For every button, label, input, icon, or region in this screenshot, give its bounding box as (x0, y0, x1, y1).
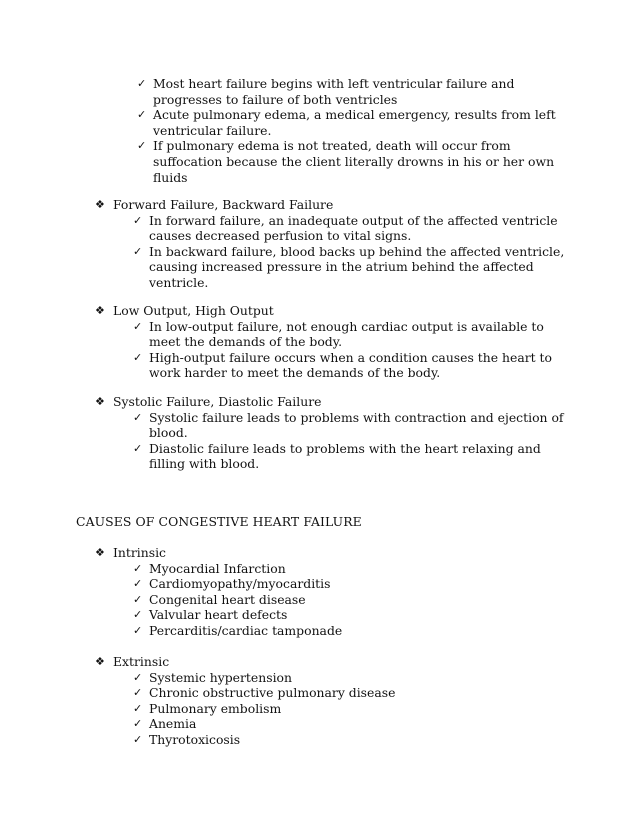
category-points (133, 213, 565, 291)
list-item-text: Percarditis/cardiac tamponade (149, 622, 343, 638)
cause-intrinsic (95, 545, 565, 639)
list-item-text: Cardiomyopathy/myocarditis (149, 576, 331, 592)
checkmark-icon: ✓ (133, 701, 143, 715)
checkmark-icon: ✓ (133, 732, 143, 746)
checkmark-icon: ✓ (133, 561, 143, 575)
list-item (133, 244, 565, 291)
category-title: Forward Failure, Backward Failure (113, 197, 334, 212)
list-item-text: If pulmonary edema is not treated, death will occur from suffocation because the client literally drowns in his or her own fluids (153, 138, 555, 185)
category-title: Systolic Failure, Diastolic Failure (113, 394, 322, 409)
list-item-text: In forward failure, an inadequate output of the affected ventricle causes decreased perfusion to vital signs. (149, 212, 558, 244)
list-item (133, 561, 565, 577)
checkmark-icon: ✓ (137, 77, 147, 90)
list-item-text: Thyrotoxicosis (149, 731, 241, 747)
list-item (133, 441, 565, 472)
category-title: Intrinsic (113, 545, 166, 560)
checkmark-icon: ✓ (133, 577, 143, 591)
list-item (133, 213, 565, 244)
list-item (133, 410, 565, 441)
category-heading (95, 394, 565, 410)
list-item (137, 107, 557, 138)
cause-extrinsic (95, 654, 565, 748)
list-item-text: Anemia (149, 716, 197, 732)
list-item (133, 670, 565, 686)
section-heading: CAUSES OF CONGESTIVE HEART FAILURE (76, 514, 362, 529)
diamond-bullet-icon: ❖ (95, 304, 105, 317)
checkmark-icon: ✓ (133, 213, 143, 227)
list-item-text: Acute pulmonary edema, a medical emergency, results from left ventricular failure. (153, 107, 556, 138)
list-item (137, 138, 557, 185)
list-item (133, 716, 565, 732)
list-item (133, 592, 565, 608)
list-item-text: In backward failure, blood backs up behind the affected ventricle, causing increased pressure in the atrium behind the affected ventricle. (149, 243, 565, 290)
category-heading (95, 654, 565, 670)
checkmark-icon: ✓ (133, 623, 143, 637)
list-item (133, 685, 565, 701)
checkmark-icon: ✓ (137, 139, 147, 153)
list-item (133, 350, 565, 381)
checkmark-icon: ✓ (133, 608, 143, 622)
checkmark-icon: ✓ (133, 319, 143, 333)
list-item (133, 623, 565, 639)
list-item-text: Diastolic failure leads to problems with the heart relaxing and filling with blood. (149, 440, 541, 472)
list-item-text: Systemic hypertension (149, 669, 292, 685)
list-item-text: Most heart failure begins with left ventricular failure and progresses to failure of both ventricles (153, 76, 515, 107)
diamond-bullet-icon: ❖ (95, 655, 105, 668)
checkmark-icon: ✓ (133, 670, 143, 684)
checkmark-icon: ✓ (133, 717, 143, 731)
category-systolic-diastolic (95, 394, 565, 472)
list-item (133, 607, 565, 623)
category-low-high (95, 303, 565, 381)
category-points (133, 561, 565, 639)
diamond-bullet-icon: ❖ (95, 546, 105, 559)
checkmark-icon: ✓ (133, 244, 143, 258)
list-item (137, 76, 557, 107)
category-title: Extrinsic (113, 654, 170, 669)
checkmark-icon: ✓ (133, 350, 143, 364)
checkmark-icon: ✓ (133, 592, 143, 606)
category-forward-backward (95, 197, 565, 291)
checkmark-icon: ✓ (133, 441, 143, 455)
category-heading (95, 545, 565, 561)
list-item-text: Pulmonary embolism (149, 700, 282, 716)
list-item-text: Valvular heart defects (149, 607, 288, 623)
checkmark-icon: ✓ (137, 108, 147, 122)
list-item-text: Myocardial Infarction (149, 560, 286, 576)
category-points (133, 319, 565, 381)
category-points (133, 410, 565, 472)
intro-points (137, 76, 557, 185)
list-item-text: Systolic failure leads to problems with contraction and ejection of blood. (149, 409, 564, 441)
list-item (133, 732, 565, 748)
list-item-text: High-output failure occurs when a condition causes the heart to work harder to meet the demands of the body. (149, 349, 552, 381)
list-item (133, 576, 565, 592)
list-item (133, 701, 565, 717)
category-heading (95, 303, 565, 319)
category-title: Low Output, High Output (113, 303, 274, 318)
list-item-text: Congenital heart disease (149, 591, 306, 607)
checkmark-icon: ✓ (133, 410, 143, 424)
diamond-bullet-icon: ❖ (95, 395, 105, 408)
checkmark-icon: ✓ (133, 686, 143, 700)
list-item-text: Chronic obstructive pulmonary disease (149, 685, 396, 701)
category-heading (95, 197, 565, 213)
list-item-text: In low-output failure, not enough cardiac output is available to meet the demands of the body. (149, 318, 544, 350)
list-item (133, 319, 565, 350)
diamond-bullet-icon: ❖ (95, 198, 105, 211)
category-points (133, 670, 565, 748)
